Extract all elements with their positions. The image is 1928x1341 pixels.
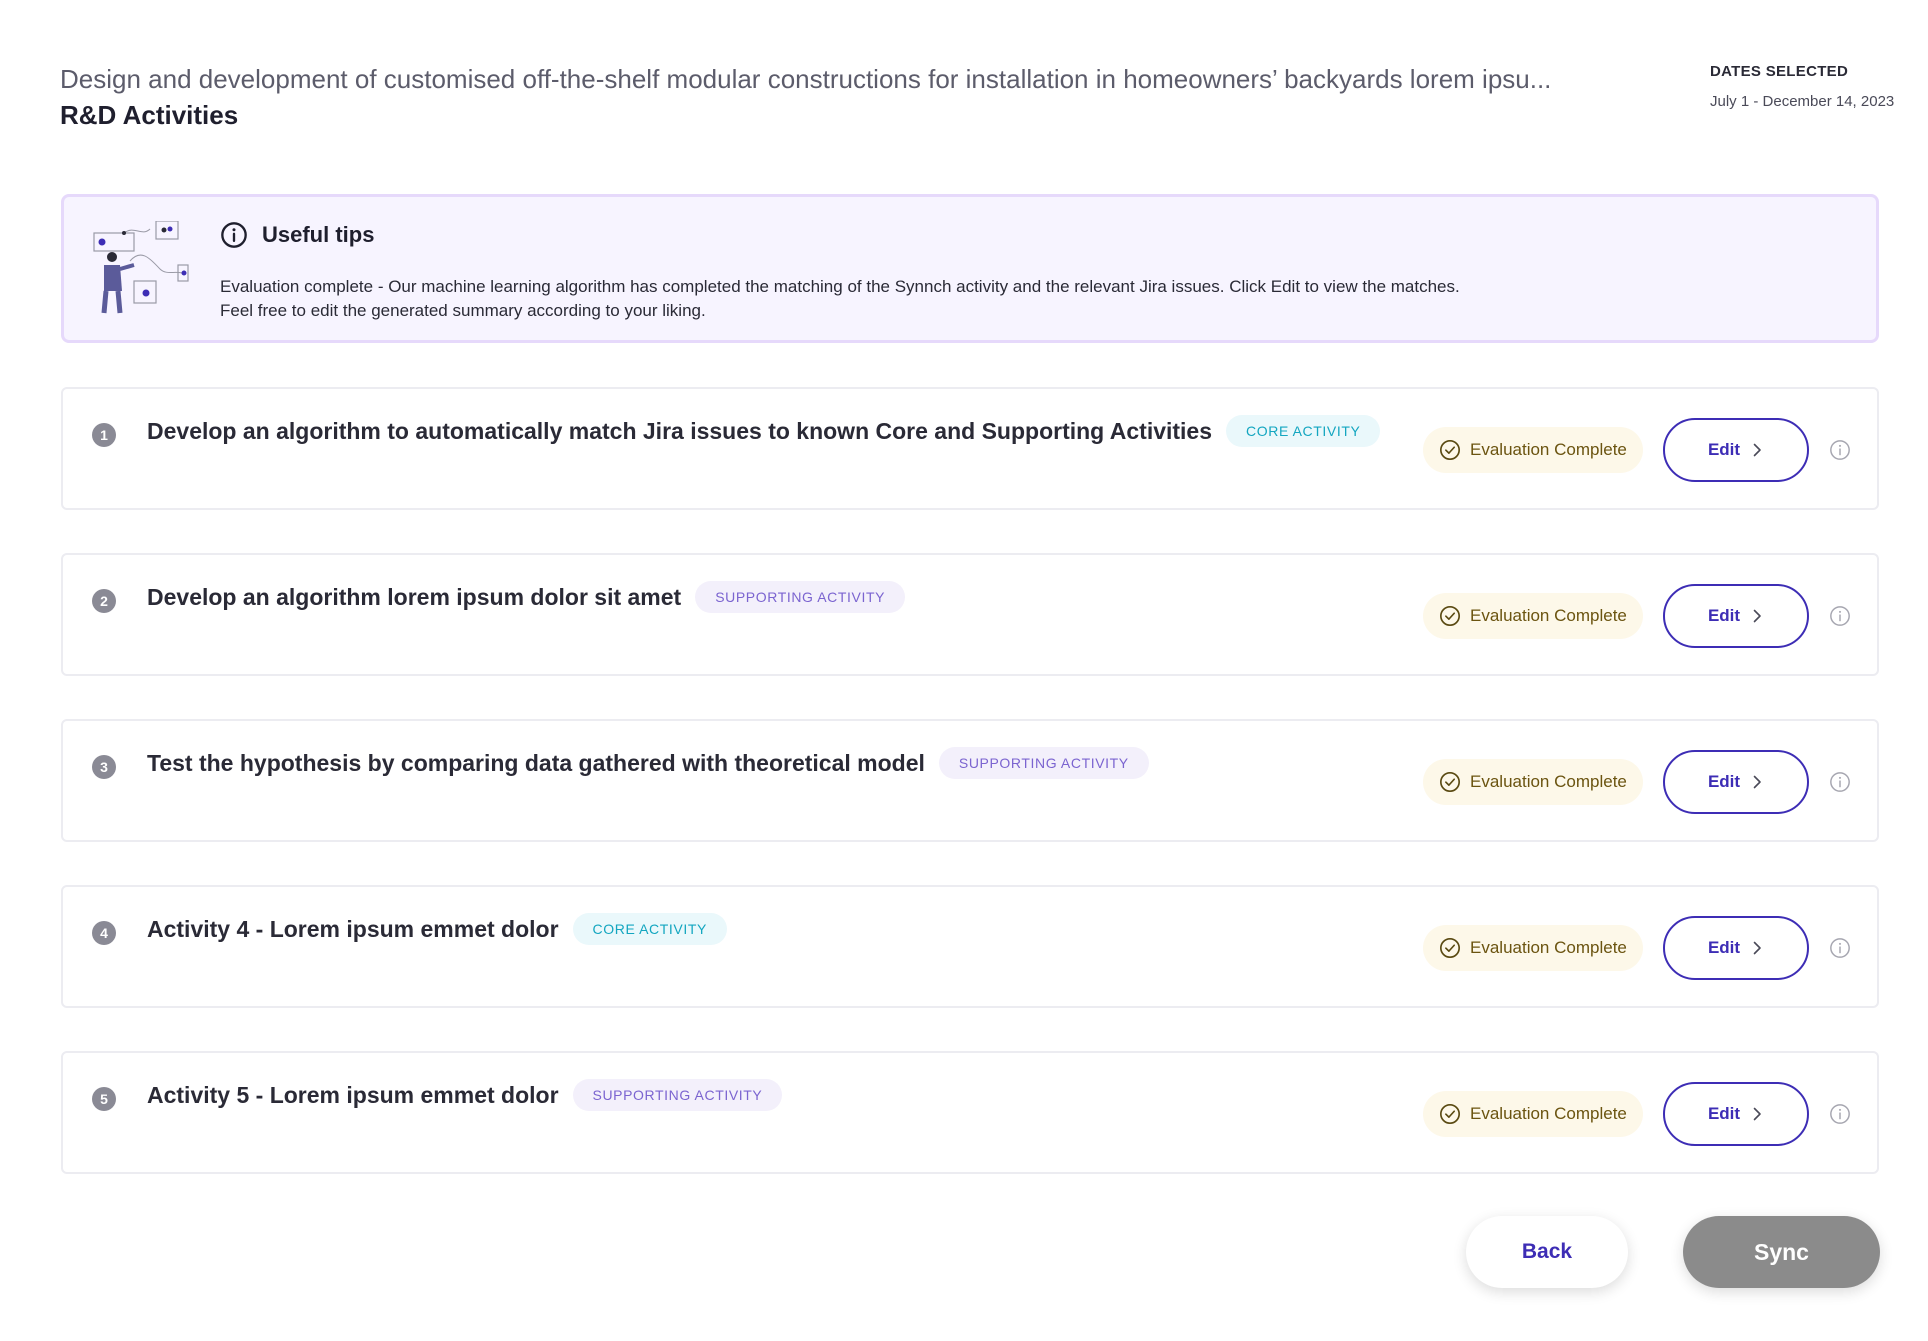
activity-row [61,387,1879,510]
activity-number: 5 [92,1087,116,1111]
status-label: Evaluation Complete [1470,772,1627,791]
activity-title: Develop an algorithm lorem ipsum dolor sit amet [147,583,682,610]
check-circle-icon [1439,439,1461,461]
activity-title-row [147,415,1380,447]
info-icon[interactable] [1829,1103,1851,1125]
activity-title-row [147,1079,782,1111]
activity-number: 3 [92,755,116,779]
activity-row [61,885,1879,1008]
tips-body [220,275,1780,323]
activity-number: 2 [92,589,116,613]
sync-label: Sync [1754,1238,1809,1265]
check-circle-icon [1439,937,1461,959]
activity-title: Test the hypothesis by comparing data gathered with theoretical model [147,749,925,776]
activity-number: 1 [92,423,116,447]
chevron-right-icon [1750,609,1764,623]
chevron-right-icon [1750,775,1764,789]
info-icon[interactable] [1829,771,1851,793]
activity-number: 4 [92,921,116,945]
dates-selected [1710,62,1900,112]
edit-label: Edit [1707,440,1741,459]
tips-line-2: Feel free to edit the generated summary according to your liking. [220,301,706,320]
page-title: R&D Activities [60,100,239,130]
edit-button[interactable] [1663,750,1809,814]
info-icon[interactable] [1829,605,1851,627]
tips-header [220,221,374,249]
page-header [60,62,1900,142]
activity-row [61,719,1879,842]
supporting-activity-tag: SUPPORTING ACTIVITY [573,1079,783,1111]
status-badge [1423,1091,1643,1137]
supporting-activity-tag: SUPPORTING ACTIVITY [695,581,905,613]
check-circle-icon [1439,771,1461,793]
activity-title: Activity 4 - Lorem ipsum emmet dolor [147,915,559,942]
edit-label: Edit [1707,606,1741,625]
status-label: Evaluation Complete [1470,938,1627,957]
sync-button[interactable] [1683,1216,1880,1288]
activity-row [61,553,1879,676]
status-badge [1423,593,1643,639]
edit-button[interactable] [1663,1082,1809,1146]
edit-button[interactable] [1663,418,1809,482]
tips-title: Useful tips [262,222,375,247]
person-with-diagram-illustration [90,221,190,317]
info-icon[interactable] [1829,937,1851,959]
edit-button[interactable] [1663,916,1809,980]
edit-button[interactable] [1663,584,1809,648]
activity-title-row [147,913,727,945]
core-activity-tag: CORE ACTIVITY [1226,415,1380,447]
project-title: Design and development of customised off-the-shelf modular constructions for installation in homeowners’ backyards lorem ipsu... [60,64,1552,94]
check-circle-icon [1439,605,1461,627]
back-button[interactable] [1466,1216,1628,1288]
edit-label: Edit [1707,938,1741,957]
status-label: Evaluation Complete [1470,606,1627,625]
back-label: Back [1521,1240,1573,1263]
dates-value: July 1 - December 14, 2023 [1710,93,1895,110]
tips-line-1: Evaluation complete - Our machine learning algorithm has completed the matching of the Synnch activity and the relevant Jira issues. Click Edit to view the matches. [220,277,1460,296]
supporting-activity-tag: SUPPORTING ACTIVITY [939,747,1149,779]
activity-title-row [147,581,905,613]
edit-label: Edit [1707,772,1741,791]
activity-title: Activity 5 - Lorem ipsum emmet dolor [147,1081,559,1108]
info-icon[interactable] [1829,439,1851,461]
activity-title-row [147,747,1149,779]
activity-row [61,1051,1879,1174]
check-circle-icon [1439,1103,1461,1125]
chevron-right-icon [1750,941,1764,955]
status-badge [1423,925,1643,971]
chevron-right-icon [1750,1107,1764,1121]
status-label: Evaluation Complete [1470,440,1627,459]
edit-label: Edit [1707,1104,1741,1123]
status-badge [1423,427,1643,473]
info-circle-icon [220,221,248,249]
chevron-right-icon [1750,443,1764,457]
core-activity-tag: CORE ACTIVITY [573,913,727,945]
activity-title: Develop an algorithm to automatically match Jira issues to known Core and Supporting Activities [147,417,1213,444]
status-badge [1423,759,1643,805]
dates-label: DATES SELECTED [1710,63,1849,80]
status-label: Evaluation Complete [1470,1104,1627,1123]
useful-tips-panel [61,194,1879,343]
